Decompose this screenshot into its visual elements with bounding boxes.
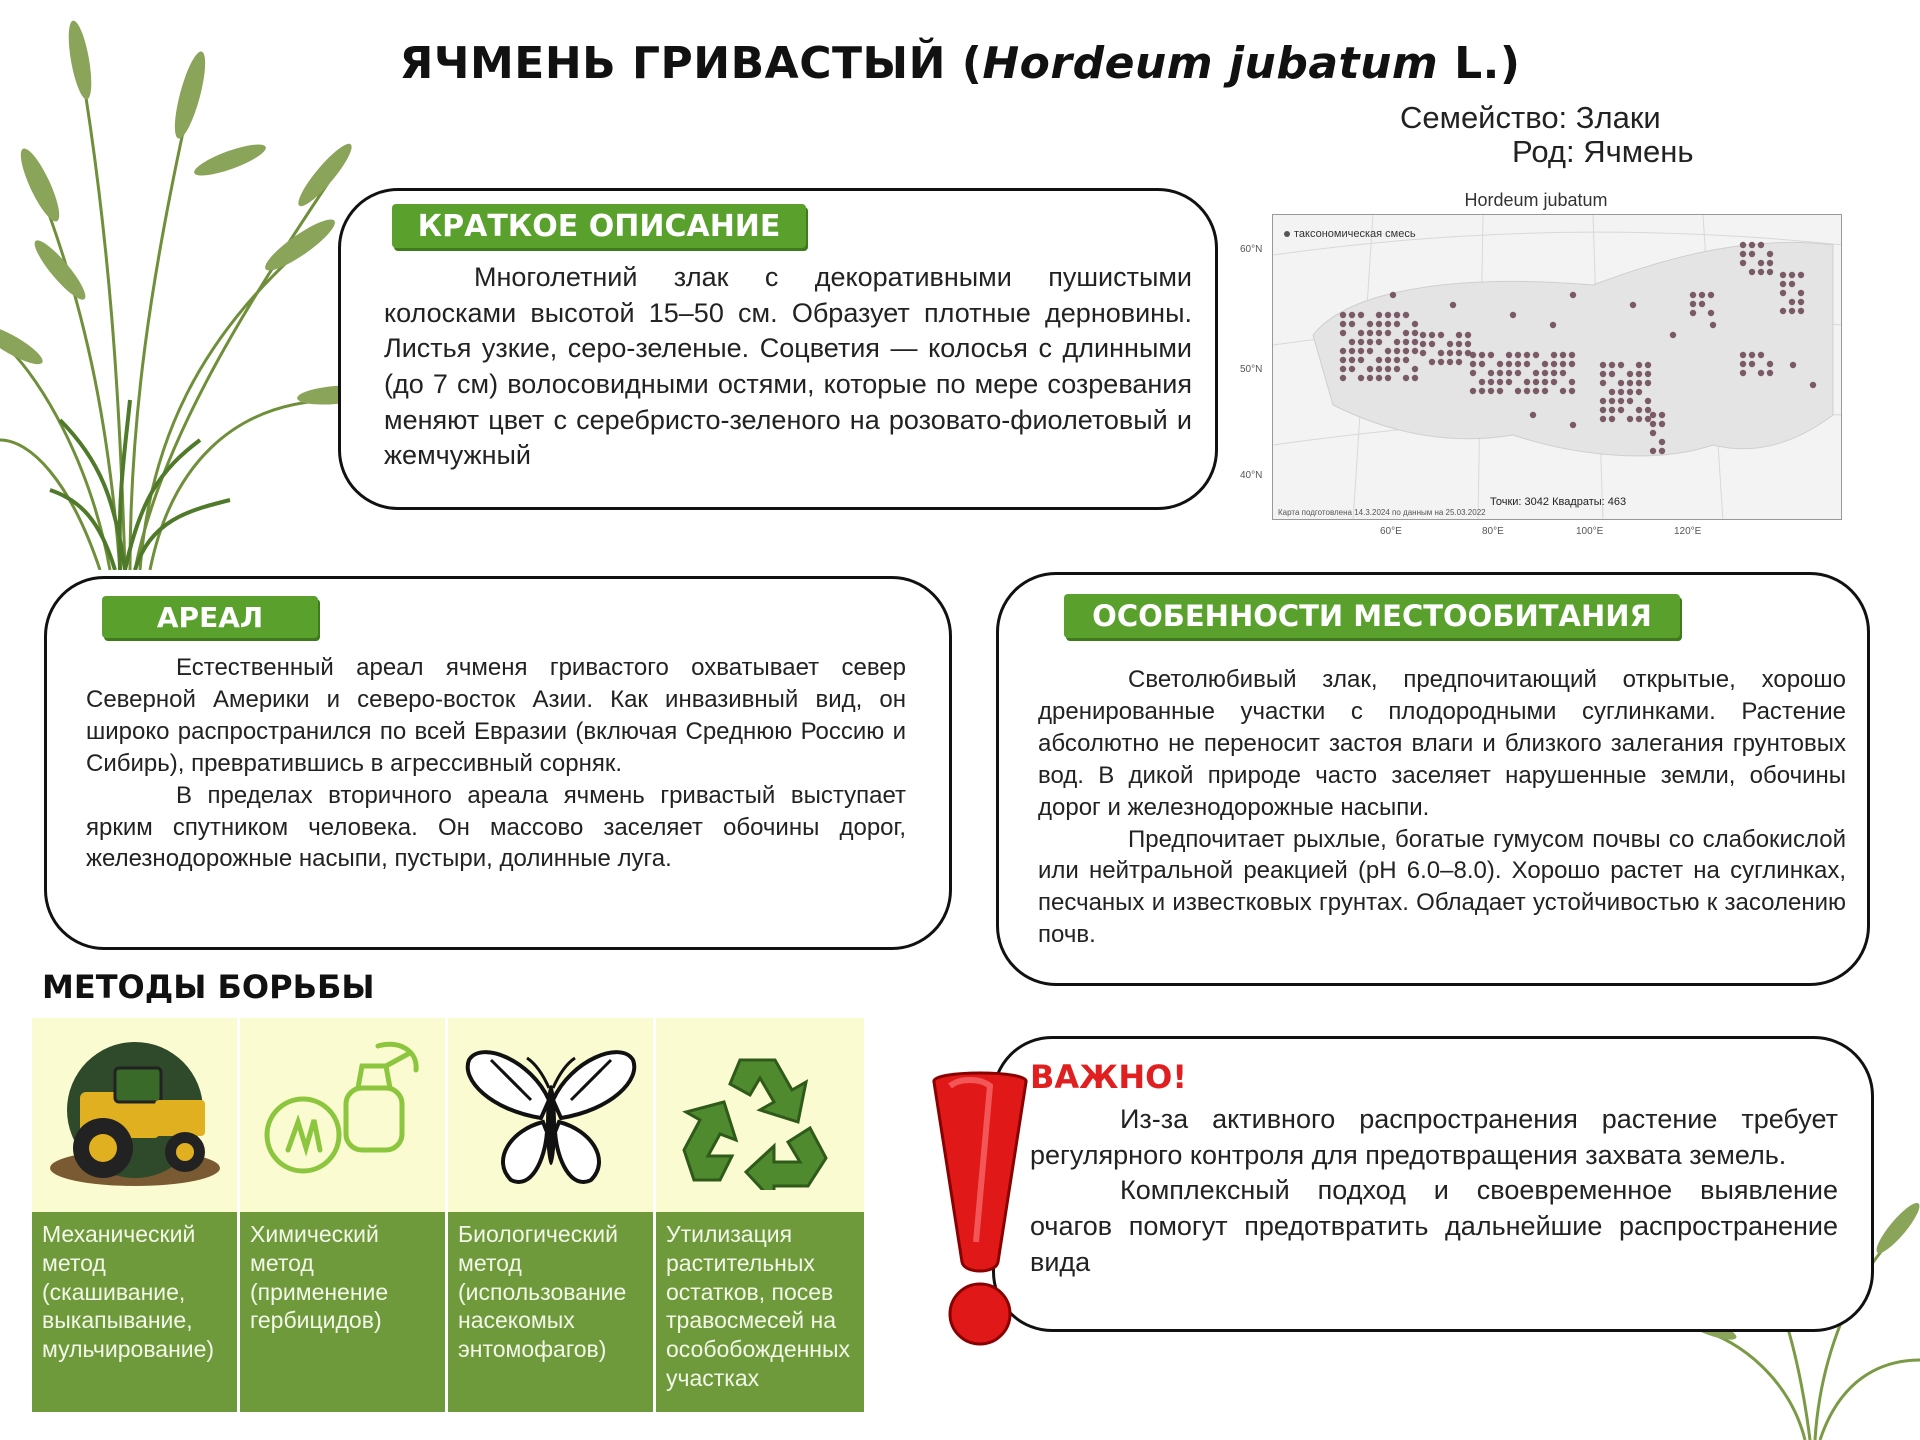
- occurrence-dot: [1403, 312, 1409, 318]
- occurrence-dot: [1394, 357, 1400, 363]
- occurrence-dot: [1780, 281, 1786, 287]
- method-card-chemical: [240, 1018, 448, 1412]
- occurrence-dot: [1349, 366, 1355, 372]
- occurrence-dot: [1551, 352, 1557, 358]
- occurrence-dot: [1570, 292, 1576, 298]
- occurrence-dot: [1488, 352, 1494, 358]
- occurrence-dot: [1510, 312, 1516, 318]
- occurrence-dot: [1456, 359, 1462, 365]
- page-title: ЯЧМЕНЬ ГРИВАСТЫЙ (Hordeum jubatum L.): [399, 38, 1521, 89]
- occurrence-dot: [1600, 398, 1606, 404]
- occurrence-dot: [1479, 388, 1485, 394]
- habitat-paragraph: Предпочитает рыхлые, богатые гумусом почвы со слабокислой или нейтральной реакцией (pH 6.0–8.0). Хорошо растет на суглинках, песчаных и известковых грунтах. Обладает устойчивостью к засолению почв.: [1038, 825, 1846, 949]
- occurrence-dot: [1650, 430, 1656, 436]
- occurrence-dot: [1627, 389, 1633, 395]
- occurrence-dot: [1645, 362, 1651, 368]
- occurrence-dot: [1349, 312, 1355, 318]
- occurrence-dot: [1376, 330, 1382, 336]
- tractor-icon: [45, 1040, 225, 1190]
- occurrence-dot: [1376, 339, 1382, 345]
- occurrence-dot: [1479, 361, 1485, 367]
- occurrence-dot: [1533, 388, 1539, 394]
- occurrence-dot: [1358, 312, 1364, 318]
- occurrence-dot: [1636, 389, 1642, 395]
- occurrence-dot: [1789, 281, 1795, 287]
- occurrence-dot: [1470, 370, 1476, 376]
- occurrence-dot: [1569, 352, 1575, 358]
- occurrence-dot: [1349, 357, 1355, 363]
- occurrence-dot: [1367, 321, 1373, 327]
- occurrence-dot: [1600, 407, 1606, 413]
- occurrence-dot: [1790, 362, 1796, 368]
- occurrence-dot: [1758, 352, 1764, 358]
- method-card-mechanical: [32, 1018, 240, 1412]
- occurrence-dot: [1497, 379, 1503, 385]
- warning-paragraph: Из-за активного распространения растение требует регулярного контроля для предотвращения захвата земель.: [1030, 1104, 1838, 1170]
- occurrence-dot: [1367, 375, 1373, 381]
- occurrence-dot: [1609, 407, 1615, 413]
- occurrence-dot: [1780, 308, 1786, 314]
- occurrence-dot: [1367, 330, 1373, 336]
- occurrence-dot: [1447, 350, 1453, 356]
- occurrence-dot: [1740, 251, 1746, 257]
- occurrence-dot: [1385, 330, 1391, 336]
- exclamation-icon: [920, 1062, 1040, 1352]
- occurrence-dot: [1349, 348, 1355, 354]
- occurrence-dot: [1530, 412, 1536, 418]
- occurrence-dot: [1645, 407, 1651, 413]
- occurrence-dot: [1456, 332, 1462, 338]
- occurrence-dot: [1670, 332, 1676, 338]
- method-label: Биологический метод (использование насекомых энтомофагов): [448, 1212, 653, 1412]
- occurrence-dot: [1438, 359, 1444, 365]
- method-card-recycling: [656, 1018, 864, 1412]
- warning-paragraph: Комплексный подход и своевременное выявление очагов помогут предотвратить дальнейшие распространение вида: [1030, 1175, 1838, 1277]
- occurrence-dot: [1376, 375, 1382, 381]
- occurrence-dot: [1600, 362, 1606, 368]
- occurrence-dot: [1767, 251, 1773, 257]
- occurrence-dot: [1385, 366, 1391, 372]
- occurrence-dot: [1798, 299, 1804, 305]
- occurrence-dot: [1465, 332, 1471, 338]
- occurrence-dot: [1349, 339, 1355, 345]
- habitat-heading: ОСОБЕННОСТИ МЕСТООБИТАНИЯ: [1064, 594, 1680, 638]
- occurrence-dot: [1699, 301, 1705, 307]
- occurrence-dot: [1524, 379, 1530, 385]
- occurrence-dot: [1385, 321, 1391, 327]
- occurrence-dot: [1497, 388, 1503, 394]
- occurrence-dot: [1340, 357, 1346, 363]
- occurrence-dot: [1497, 370, 1503, 376]
- occurrence-dot: [1376, 312, 1382, 318]
- description-text: Многолетний злак с декоративными пушистыми колосками высотой 15–50 см. Образует плотные дерновины. Листья узкие, серо-зеленые. Соцветия — колосья с длинными (до 7 см) волосовидными остями, которые по мере созревания меняют цвет с серебристо-зеленого на розовато-фиолетовый и жемчужный: [384, 262, 1192, 471]
- map-lat-label: 40°N: [1240, 470, 1263, 481]
- occurrence-dot: [1789, 308, 1795, 314]
- occurrence-dot: [1515, 388, 1521, 394]
- occurrence-dot: [1740, 352, 1746, 358]
- occurrence-dot: [1569, 361, 1575, 367]
- occurrence-dot: [1600, 416, 1606, 422]
- occurrence-dot: [1394, 366, 1400, 372]
- occurrence-dot: [1569, 388, 1575, 394]
- map-lon-label: 60°E: [1380, 526, 1402, 537]
- occurrence-dot: [1367, 366, 1373, 372]
- occurrence-dot: [1412, 330, 1418, 336]
- occurrence-dot: [1609, 362, 1615, 368]
- occurrence-dot: [1659, 421, 1665, 427]
- legend-dot-icon: [1284, 231, 1290, 237]
- occurrence-dot: [1515, 361, 1521, 367]
- occurrence-dot: [1645, 380, 1651, 386]
- occurrence-dot: [1524, 361, 1530, 367]
- occurrence-dot: [1551, 361, 1557, 367]
- occurrence-dot: [1690, 292, 1696, 298]
- occurrence-dot: [1542, 370, 1548, 376]
- occurrence-dot: [1515, 352, 1521, 358]
- occurrence-dot: [1780, 272, 1786, 278]
- occurrence-dot: [1560, 352, 1566, 358]
- occurrence-dot: [1650, 412, 1656, 418]
- occurrence-dot: [1358, 339, 1364, 345]
- occurrence-dot: [1412, 339, 1418, 345]
- occurrence-dot: [1542, 388, 1548, 394]
- occurrence-dot: [1789, 272, 1795, 278]
- occurrence-dot: [1710, 322, 1716, 328]
- occurrence-dot: [1758, 370, 1764, 376]
- occurrence-dot: [1506, 370, 1512, 376]
- occurrence-dot: [1349, 321, 1355, 327]
- areal-paragraph: В пределах вторичного ареала ячмень гривастый выступает ярким спутником человека. Он массово заселяет обочины дорог, железнодорожные насыпи, пустыри, долинные луга.: [86, 781, 906, 873]
- occurrence-dot: [1340, 321, 1346, 327]
- occurrence-dot: [1340, 366, 1346, 372]
- occurrence-dot: [1533, 352, 1539, 358]
- occurrence-dot: [1609, 416, 1615, 422]
- occurrence-dot: [1560, 361, 1566, 367]
- occurrence-dot: [1479, 379, 1485, 385]
- occurrence-dot: [1630, 302, 1636, 308]
- genus-label: Род: Ячмень: [1512, 134, 1694, 169]
- occurrence-dot: [1699, 292, 1705, 298]
- occurrence-dot: [1618, 407, 1624, 413]
- occurrence-dot: [1403, 348, 1409, 354]
- occurrence-dot: [1506, 352, 1512, 358]
- occurrence-dot: [1645, 398, 1651, 404]
- occurrence-dot: [1465, 341, 1471, 347]
- occurrence-dot: [1749, 352, 1755, 358]
- occurrence-dot: [1506, 361, 1512, 367]
- occurrence-dot: [1438, 350, 1444, 356]
- occurrence-dot: [1798, 290, 1804, 296]
- occurrence-dot: [1618, 398, 1624, 404]
- distribution-map: [1272, 214, 1842, 520]
- recycle-icon: [680, 1040, 840, 1190]
- occurrence-dot: [1506, 379, 1512, 385]
- occurrence-dot: [1390, 292, 1396, 298]
- occurrence-dot: [1798, 308, 1804, 314]
- occurrence-dot: [1636, 407, 1642, 413]
- description-heading: КРАТКОЕ ОПИСАНИЕ: [392, 204, 806, 248]
- occurrence-dot: [1429, 341, 1435, 347]
- occurrence-dot: [1524, 388, 1530, 394]
- occurrence-dot: [1358, 357, 1364, 363]
- occurrence-dot: [1767, 361, 1773, 367]
- occurrence-dot: [1636, 380, 1642, 386]
- occurrence-dot: [1810, 382, 1816, 388]
- occurrence-dot: [1533, 370, 1539, 376]
- occurrence-dot: [1340, 375, 1346, 381]
- habitat-paragraph: Светолюбивый злак, предпочитающий открытые, хорошо дренированные участки с плодородными суглинками. Растение абсолютно не переносит застоя влаги и близкого залегания грунтовых вод. В дикой природе часто заселяет нарушенные земли, обочины дорог и железнодорожные насыпи.: [1038, 666, 1846, 821]
- occurrence-dot: [1403, 375, 1409, 381]
- occurrence-dot: [1740, 242, 1746, 248]
- areal-paragraph: Естественный ареал ячменя гривастого охватывает север Северной Америки и северо-восток Азии. Как инвазивный вид, он широко распространился по всей Евразии (включая Среднюю Россию и Сибирь), превратившись в агрессивный сорняк.: [86, 654, 906, 777]
- occurrence-dot: [1438, 332, 1444, 338]
- occurrence-dot: [1550, 322, 1556, 328]
- occurrence-dot: [1479, 352, 1485, 358]
- map-lat-label: 60°N: [1240, 244, 1263, 255]
- occurrence-dot: [1542, 361, 1548, 367]
- areal-heading: АРЕАЛ: [102, 596, 318, 638]
- occurrence-dot: [1570, 422, 1576, 428]
- occurrence-dot: [1488, 370, 1494, 376]
- occurrence-dot: [1403, 339, 1409, 345]
- occurrence-dot: [1412, 375, 1418, 381]
- areal-text: [86, 652, 906, 875]
- occurrence-dot: [1636, 362, 1642, 368]
- map-lon-label: 120°E: [1674, 526, 1702, 537]
- occurrence-dot: [1403, 330, 1409, 336]
- occurrence-dot: [1767, 260, 1773, 266]
- occurrence-dot: [1340, 330, 1346, 336]
- occurrence-dot: [1789, 299, 1795, 305]
- occurrence-dot: [1358, 330, 1364, 336]
- occurrence-dot: [1394, 312, 1400, 318]
- occurrence-dot: [1780, 290, 1786, 296]
- occurrence-dot: [1798, 272, 1804, 278]
- occurrence-dot: [1767, 269, 1773, 275]
- occurrence-dot: [1447, 341, 1453, 347]
- occurrence-dot: [1690, 310, 1696, 316]
- occurrence-dot: [1659, 439, 1665, 445]
- occurrence-dot: [1367, 348, 1373, 354]
- occurrence-dot: [1749, 242, 1755, 248]
- occurrence-dot: [1609, 398, 1615, 404]
- occurrence-dot: [1367, 339, 1373, 345]
- occurrence-dot: [1650, 448, 1656, 454]
- occurrence-dot: [1659, 412, 1665, 418]
- method-label: Механический метод (скашивание, выкапывание, мульчирование): [32, 1212, 237, 1412]
- occurrence-dot: [1627, 398, 1633, 404]
- occurrence-dot: [1708, 292, 1714, 298]
- occurrence-dot: [1767, 370, 1773, 376]
- occurrence-dot: [1627, 371, 1633, 377]
- occurrence-dot: [1740, 370, 1746, 376]
- butterfly-icon: [461, 1040, 641, 1190]
- occurrence-dot: [1456, 341, 1462, 347]
- occurrence-dot: [1488, 379, 1494, 385]
- occurrence-dot: [1758, 260, 1764, 266]
- method-card-biological: [448, 1018, 656, 1412]
- occurrence-dot: [1412, 348, 1418, 354]
- occurrence-dot: [1636, 371, 1642, 377]
- occurrence-dot: [1429, 359, 1435, 365]
- occurrence-dot: [1420, 332, 1426, 338]
- occurrence-dot: [1385, 375, 1391, 381]
- occurrence-dot: [1488, 388, 1494, 394]
- map-note: Карта подготовлена 14.3.2024 по данным на 25.03.2022: [1278, 508, 1486, 517]
- occurrence-dot: [1740, 260, 1746, 266]
- warning-heading: ВАЖНО!: [1030, 1058, 1187, 1096]
- methods-grid: [32, 1018, 864, 1412]
- map-stats: Точки: 3042 Квадраты: 463: [1490, 496, 1627, 508]
- occurrence-dot: [1470, 388, 1476, 394]
- occurrence-dot: [1749, 251, 1755, 257]
- habitat-text: [1038, 664, 1846, 951]
- occurrence-dot: [1515, 370, 1521, 376]
- occurrence-dot: [1429, 332, 1435, 338]
- occurrence-dot: [1376, 366, 1382, 372]
- occurrence-dot: [1551, 370, 1557, 376]
- map-title: Hordeum jubatum: [1464, 190, 1608, 210]
- method-label: Химический метод (применение гербицидов): [240, 1212, 445, 1412]
- occurrence-dot: [1645, 416, 1651, 422]
- occurrence-dot: [1340, 348, 1346, 354]
- occurrence-dot: [1749, 361, 1755, 367]
- occurrence-dot: [1740, 361, 1746, 367]
- occurrence-dot: [1385, 357, 1391, 363]
- occurrence-dot: [1524, 352, 1530, 358]
- occurrence-dot: [1636, 416, 1642, 422]
- occurrence-dot: [1600, 380, 1606, 386]
- occurrence-dot: [1560, 370, 1566, 376]
- map-legend: таксономическая смесь: [1284, 228, 1416, 240]
- occurrence-dot: [1618, 389, 1624, 395]
- occurrence-dot: [1659, 448, 1665, 454]
- occurrence-dot: [1450, 302, 1456, 308]
- grass-illustration-left: [0, 20, 380, 570]
- occurrence-dot: [1403, 357, 1409, 363]
- occurrence-dot: [1627, 416, 1633, 422]
- occurrence-dot: [1600, 371, 1606, 377]
- occurrence-dot: [1358, 375, 1364, 381]
- occurrence-dot: [1394, 348, 1400, 354]
- occurrence-dot: [1609, 371, 1615, 377]
- occurrence-dot: [1447, 359, 1453, 365]
- occurrence-dot: [1560, 388, 1566, 394]
- occurrence-dot: [1394, 339, 1400, 345]
- occurrence-dot: [1749, 269, 1755, 275]
- occurrence-dot: [1650, 421, 1656, 427]
- map-lon-label: 100°E: [1576, 526, 1604, 537]
- occurrence-dot: [1385, 312, 1391, 318]
- occurrence-dot: [1412, 321, 1418, 327]
- sprayer-icon: [258, 1040, 428, 1190]
- occurrence-dot: [1470, 352, 1476, 358]
- occurrence-dot: [1690, 301, 1696, 307]
- methods-heading: МЕТОДЫ БОРЬБЫ: [42, 968, 375, 1006]
- occurrence-dot: [1394, 321, 1400, 327]
- occurrence-dot: [1609, 389, 1615, 395]
- occurrence-dot: [1412, 366, 1418, 372]
- occurrence-dot: [1420, 341, 1426, 347]
- occurrence-dot: [1618, 380, 1624, 386]
- warning-text: [1030, 1102, 1838, 1280]
- occurrence-dot: [1569, 379, 1575, 385]
- occurrence-dot: [1340, 312, 1346, 318]
- occurrence-dot: [1708, 310, 1714, 316]
- occurrence-dot: [1618, 362, 1624, 368]
- occurrence-dot: [1358, 348, 1364, 354]
- occurrence-dot: [1551, 379, 1557, 385]
- occurrence-dot: [1470, 361, 1476, 367]
- occurrence-dot: [1758, 269, 1764, 275]
- occurrence-dot: [1758, 242, 1764, 248]
- family-label: Семейство: Злаки: [1400, 100, 1661, 135]
- map-lat-label: 50°N: [1240, 364, 1263, 375]
- occurrence-dot: [1376, 357, 1382, 363]
- method-label: Утилизация растительных остатков, посев травосмесей на особобожденных участках: [656, 1212, 864, 1412]
- occurrence-dot: [1420, 350, 1426, 356]
- occurrence-dot: [1645, 371, 1651, 377]
- occurrence-dot: [1627, 380, 1633, 386]
- occurrence-dot: [1456, 350, 1462, 356]
- occurrence-dot: [1376, 321, 1382, 327]
- map-lon-label: 80°E: [1482, 526, 1504, 537]
- occurrence-dot: [1533, 379, 1539, 385]
- occurrence-dot: [1385, 348, 1391, 354]
- occurrence-dot: [1542, 379, 1548, 385]
- occurrence-dot: [1497, 361, 1503, 367]
